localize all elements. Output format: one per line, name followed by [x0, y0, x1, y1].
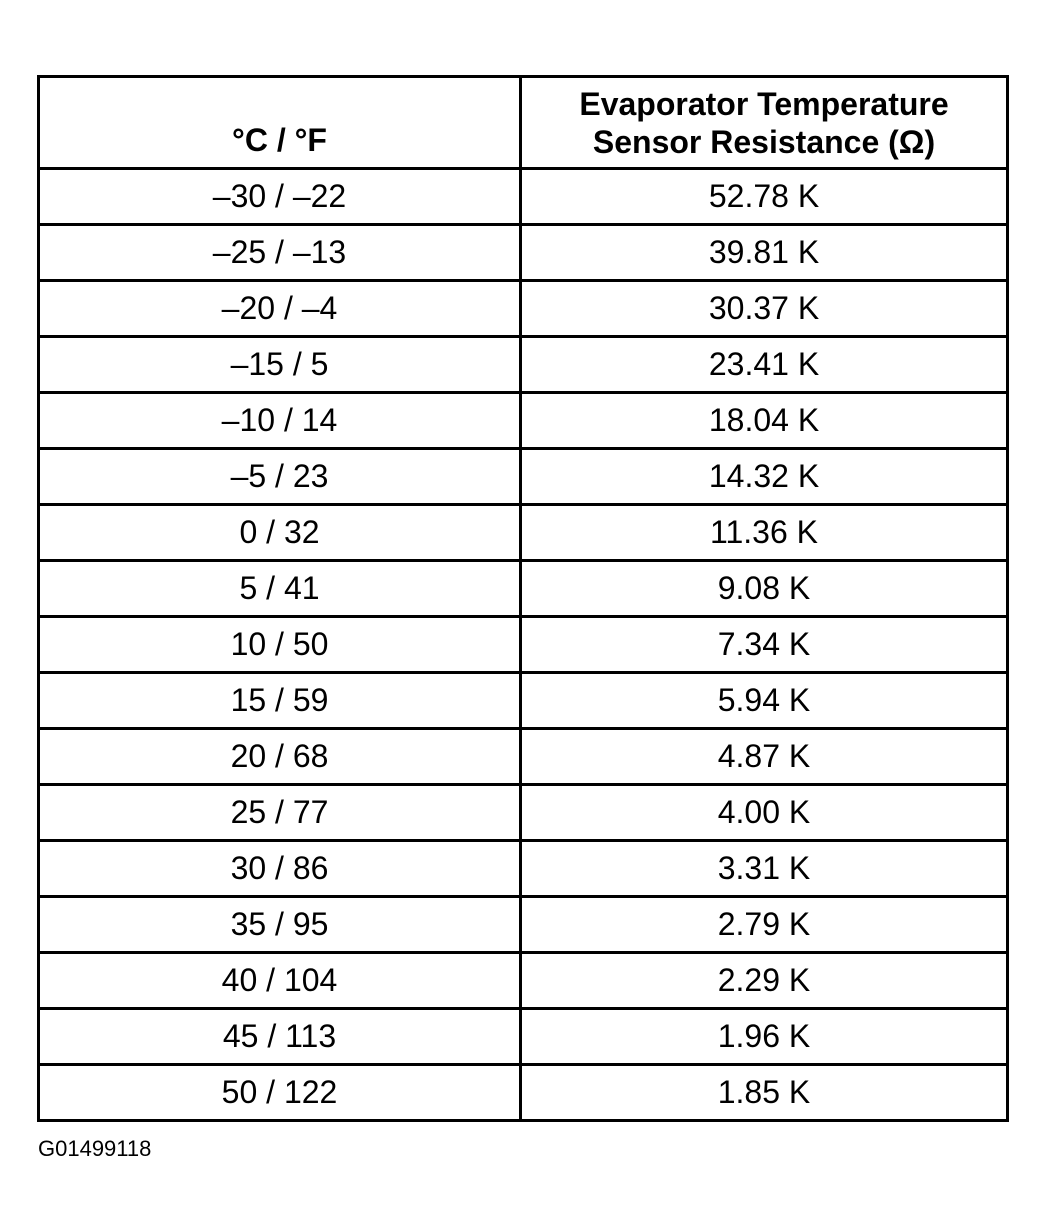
- temperature-cell: 10 / 50: [39, 617, 521, 673]
- temperature-cell: 5 / 41: [39, 561, 521, 617]
- table-row: [39, 337, 1008, 393]
- resistance-cell: 18.04 K: [521, 393, 1008, 449]
- temperature-cell: 0 / 32: [39, 505, 521, 561]
- temperature-cell: 15 / 59: [39, 673, 521, 729]
- figure-id: G01499118: [38, 1136, 152, 1161]
- resistance-cell: 7.34 K: [521, 617, 1008, 673]
- temperature-cell: 40 / 104: [39, 953, 521, 1009]
- table-row: [39, 1065, 1008, 1121]
- header-resistance-line2: Sensor Resistance (Ω): [592, 123, 936, 160]
- table-row: [39, 225, 1008, 281]
- table-row: [39, 505, 1008, 561]
- resistance-cell: 1.96 K: [521, 1009, 1008, 1065]
- resistance-table: [37, 75, 1009, 1122]
- table-row: [39, 617, 1008, 673]
- resistance-cell: 5.94 K: [521, 673, 1008, 729]
- table-row: [39, 561, 1008, 617]
- resistance-cell: 2.79 K: [521, 897, 1008, 953]
- resistance-cell: 30.37 K: [521, 281, 1008, 337]
- table-row: [39, 169, 1008, 225]
- table-row: [39, 281, 1008, 337]
- table-row: [39, 393, 1008, 449]
- table-row: [39, 673, 1008, 729]
- resistance-cell: 39.81 K: [521, 225, 1008, 281]
- header-resistance: [521, 77, 1008, 169]
- resistance-cell: 9.08 K: [521, 561, 1008, 617]
- table-row: [39, 953, 1008, 1009]
- temperature-cell: –5 / 23: [39, 449, 521, 505]
- resistance-cell: 4.00 K: [521, 785, 1008, 841]
- resistance-cell: 1.85 K: [521, 1065, 1008, 1121]
- temperature-cell: –20 / –4: [39, 281, 521, 337]
- temperature-cell: 45 / 113: [39, 1009, 521, 1065]
- table-body: [39, 169, 1008, 1121]
- temperature-cell: 50 / 122: [39, 1065, 521, 1121]
- temperature-cell: –10 / 14: [39, 393, 521, 449]
- resistance-cell: 3.31 K: [521, 841, 1008, 897]
- table-header-row: [39, 77, 1008, 169]
- temperature-cell: 20 / 68: [39, 729, 521, 785]
- resistance-cell: 23.41 K: [521, 337, 1008, 393]
- header-resistance-line1: Evaporator Temperature: [579, 85, 949, 122]
- temperature-cell: –30 / –22: [39, 169, 521, 225]
- table-row: [39, 729, 1008, 785]
- resistance-cell: 4.87 K: [521, 729, 1008, 785]
- table-row: [39, 1009, 1008, 1065]
- resistance-cell: 52.78 K: [521, 169, 1008, 225]
- table-row: [39, 841, 1008, 897]
- table-row: [39, 785, 1008, 841]
- table-row: [39, 449, 1008, 505]
- table-row: [39, 897, 1008, 953]
- header-temperature: °C / °F: [39, 77, 521, 169]
- resistance-cell: 11.36 K: [521, 505, 1008, 561]
- temperature-cell: –25 / –13: [39, 225, 521, 281]
- temperature-cell: 30 / 86: [39, 841, 521, 897]
- temperature-cell: –15 / 5: [39, 337, 521, 393]
- resistance-cell: 14.32 K: [521, 449, 1008, 505]
- temperature-cell: 25 / 77: [39, 785, 521, 841]
- temperature-cell: 35 / 95: [39, 897, 521, 953]
- resistance-cell: 2.29 K: [521, 953, 1008, 1009]
